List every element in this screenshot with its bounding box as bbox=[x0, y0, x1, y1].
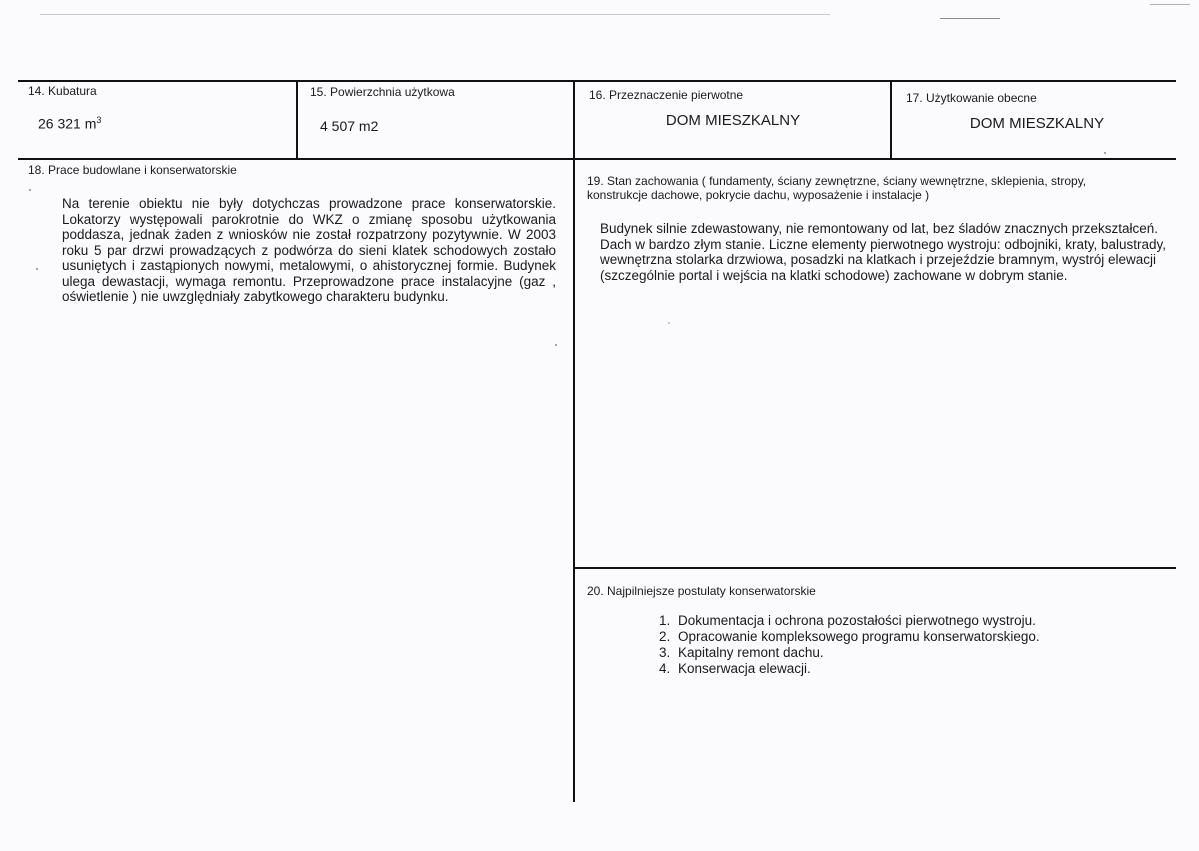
postulaty-list bbox=[646, 613, 1040, 677]
column-divider bbox=[296, 80, 298, 160]
powierzchnia-value: 4 507 m2 bbox=[320, 118, 379, 134]
powierzchnia-label: 15. Powierzchnia użytkowa bbox=[310, 85, 455, 99]
uzytkowanie-label: 17. Użytkowanie obecne bbox=[906, 91, 1037, 105]
uzytkowanie-value: DOM MIESZKALNY bbox=[969, 115, 1105, 132]
scan-speck bbox=[668, 322, 670, 324]
stan-label: 19. Stan zachowania ( fundamenty, ściany zewnętrzne, ściany wewnętrzne, sklepienia, stropy, konstrukcje dachowe, pokrycie dachu, wyposażenie i instalacje ) bbox=[587, 174, 1087, 202]
list-item: 1. Dokumentacja i ochrona pozostałości pierwotnego wystroju. bbox=[674, 613, 1040, 629]
kubatura-unit-exponent: 3 bbox=[96, 115, 102, 125]
scan-speck bbox=[1104, 152, 1106, 154]
scan-artifact-line bbox=[1150, 4, 1190, 5]
table-top-border bbox=[18, 80, 1176, 82]
row-divider bbox=[18, 158, 1176, 160]
scan-speck bbox=[36, 268, 38, 270]
list-item: 3. Kapitalny remont dachu. bbox=[674, 645, 1040, 661]
przeznaczenie-value: DOM MIESZKALNY bbox=[665, 112, 801, 129]
list-item: 2. Opracowanie kompleksowego programu konserwatorskiego. bbox=[674, 629, 1040, 645]
column-divider-main bbox=[573, 80, 575, 802]
kubatura-number: 26 321 m bbox=[38, 115, 97, 132]
scan-artifact-line bbox=[940, 18, 1000, 19]
kubatura-value bbox=[38, 115, 101, 132]
row-divider-right bbox=[574, 567, 1176, 569]
prace-label: 18. Prace budowlane i konserwatorskie bbox=[28, 163, 237, 177]
scan-speck bbox=[29, 189, 31, 191]
prace-text: Na terenie obiektu nie były dotychczas prowadzone prace konserwatorskie. Lokatorzy występowali parokrotnie do WKZ o zmianę sposobu użytkowania poddasza, jednak żaden z wniosków nie został rozpatrzony pozytywnie. W 2003 roku 5 par drzwi prowadzących z podwórza do sieni klatek schodowych zostało usuniętych i zastąpionych nowymi, metalowymi, o ahistorycznej formie. Budynek ulega dewastacji, wymaga remontu. Przeprowadzone prace instalacyjne (gaz , oświetlenie ) nie uwzględniały zabytkowego charakteru budynku. bbox=[62, 196, 556, 304]
przeznaczenie-label: 16. Przeznaczenie pierwotne bbox=[589, 88, 744, 102]
stan-text: Budynek silnie zdewastowany, nie remontowany od lat, bez śladów znacznych przekształceń. Dach w bardzo złym stanie. Liczne elementy pierwotnego wystroju: odbojniki, kraty, balustrady, wewnętrzna stolarka drzwiowa, posadzki na klatkach i przejeździe bramnym, wystrój elewacji (szczególnie portal i wejścia na klatki schodowe) zachowane w dobrym stanie. bbox=[600, 221, 1167, 283]
list-item: 4. Konserwacja elewacji. bbox=[674, 661, 1040, 677]
scan-speck bbox=[555, 344, 557, 346]
scan-artifact-line bbox=[40, 14, 830, 15]
postulaty-label: 20. Najpilniejsze postulaty konserwatorskie bbox=[587, 584, 816, 598]
kubatura-label: 14. Kubatura bbox=[28, 84, 97, 98]
